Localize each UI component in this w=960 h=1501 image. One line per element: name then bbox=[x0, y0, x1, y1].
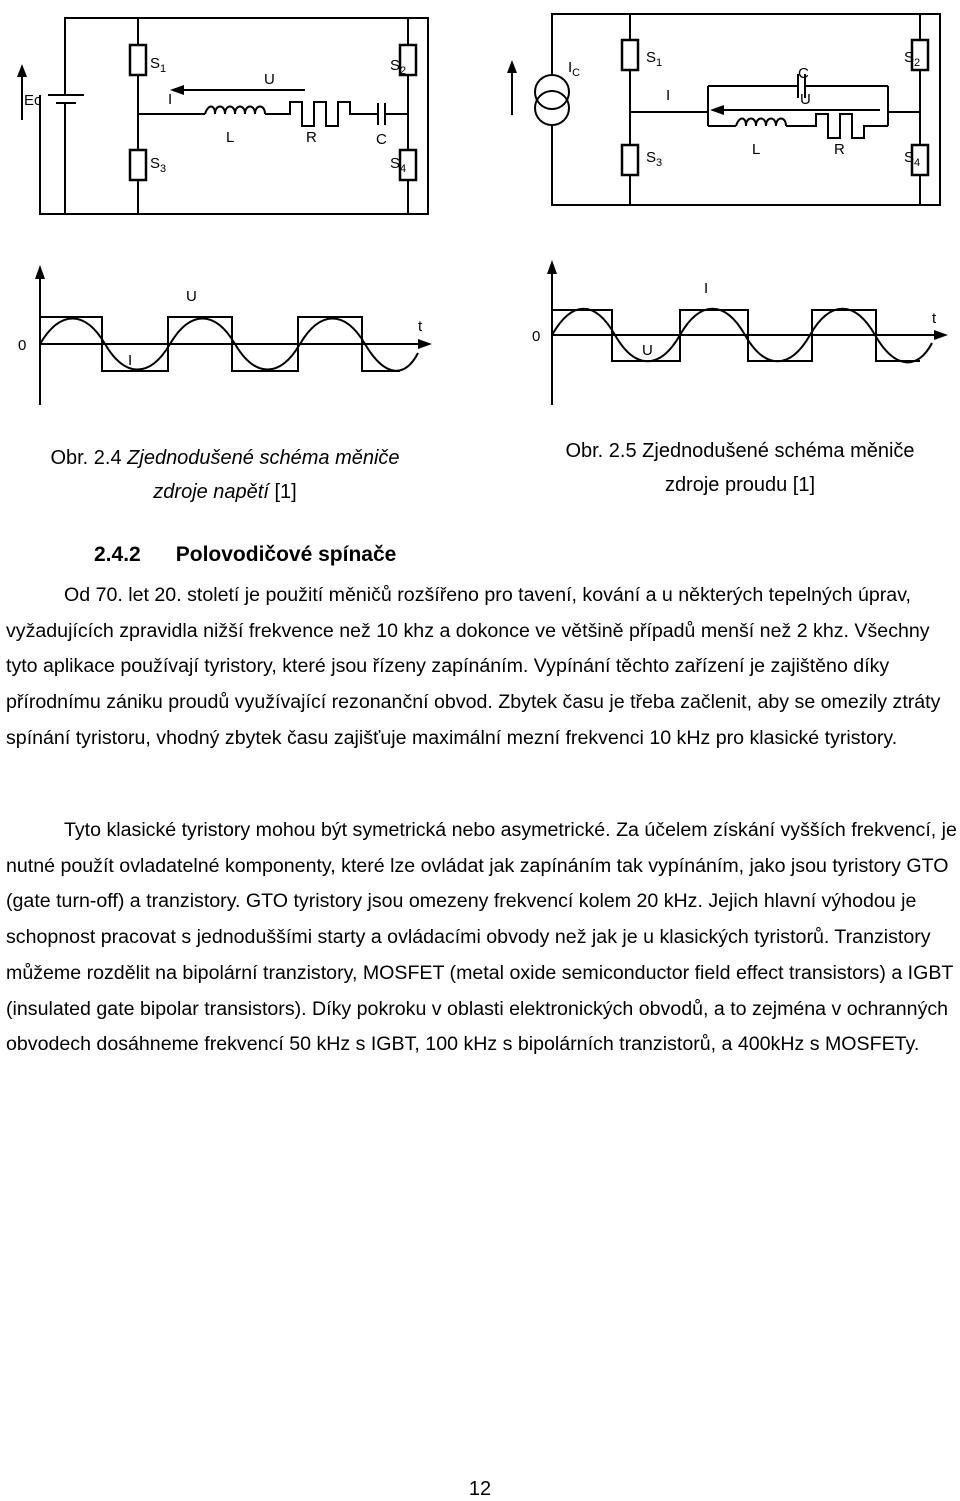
section-number: 2.4.2 bbox=[94, 543, 141, 566]
label-ic: $I_C$ bbox=[568, 59, 581, 79]
label-u: U bbox=[800, 91, 811, 108]
wave-label-i: I bbox=[704, 280, 709, 297]
page-number: 12 bbox=[468, 1478, 492, 1500]
label-l: L bbox=[752, 141, 761, 158]
label-ec: Ec bbox=[24, 92, 42, 109]
wave-label-u: U bbox=[186, 288, 197, 305]
caption-figure-2-5: Obr. 2.5 Zjednodušené schéma měniče zdroje proudu [1] bbox=[565, 440, 915, 496]
paragraph-2: Tyto klasické tyristory mohou být symetrická nebo asymetrické. Za účelem získání vyšších frekvencí, je nutné použít ovladatelné komponenty, které lze ovládat jak zapínáním tak vypínáním, jako jsou tyristory GTO (gate turn-off) a tranzistory. GTO tyristory jsou omezeny frekvencí kolem 20 kHz. Jejich hlavní výhodou je schopnost pracovat s jednoduššími starty a ovládacími obvody než jak je u klasických tyristorů. Tranzistory můžeme rozdělit na bipolární tranzistory, MOSFET (metal oxide semiconductor field effect transistors) a IGBT (insulated gate bipolar transistors). Díky pokroku v oblasti elektronických obvodů, a to zejména v ochranných obvodech dosáhneme frekvencí 50 kHz s IGBT, 100 kHz s bipolárních tranzistorů, a 400kHz s MOSFETy. bbox=[6, 819, 957, 1056]
wave-label-zero: 0 bbox=[532, 328, 541, 345]
label-s2: $S_2$ bbox=[904, 49, 921, 69]
label-s2: $S_2$ bbox=[390, 57, 407, 77]
label-r: R bbox=[306, 129, 317, 146]
section-title: Polovodičové spínače bbox=[175, 543, 397, 566]
figure-circuit-voltage-source bbox=[0, 0, 480, 230]
label-s3: $S_3$ bbox=[150, 155, 167, 175]
label-u: U bbox=[264, 71, 275, 88]
label-s1: $S_1$ bbox=[150, 55, 167, 75]
label-i: I bbox=[666, 87, 671, 104]
wave-label-u: U bbox=[642, 342, 653, 359]
paragraph-1: Od 70. let 20. století je použití měničů rozšířeno pro tavení, kování a u některých tepelných úprav, vyžadujících zpravidla nižší frekvence než 10 khz a dokonce ve většině případů menší než 2 khz. Všechny tyto aplikace používají tyristory, které jsou řízeny zapínáním. Vypínání těchto zařízení je zajištěno díky přírodnímu zániku proudů využívající rezonanční obvod. Zbytek času je třeba začlenit, aby se omezily ztráty spínání tyristoru, vhodný zbytek času zajišťuje maximální mezní frekvenci 10 kHz pro klasické tyristory. bbox=[6, 584, 941, 749]
label-c: C bbox=[798, 65, 809, 82]
figure-waveform-current-source bbox=[480, 255, 960, 415]
caption-figure-2-4: Obr. 2.4 Zjednodušené schéma měniče zdroje napětí [1] bbox=[50, 447, 400, 503]
figure-waveform-voltage-source bbox=[0, 255, 480, 415]
section-heading bbox=[94, 543, 396, 567]
label-s4: $S_4$ bbox=[904, 149, 921, 169]
label-s1: $S_1$ bbox=[646, 49, 663, 69]
label-r: R bbox=[834, 141, 845, 158]
label-l: L bbox=[226, 129, 235, 146]
label-i: I bbox=[168, 91, 173, 108]
label-c: C bbox=[376, 131, 387, 148]
label-s3: $S_3$ bbox=[646, 149, 663, 169]
figure-circuit-current-source bbox=[480, 0, 960, 230]
wave-label-t: t bbox=[418, 318, 423, 335]
wave-label-i: I bbox=[128, 352, 133, 369]
wave-label-zero: 0 bbox=[18, 337, 27, 354]
wave-label-t: t bbox=[932, 310, 937, 327]
label-s4: $S_4$ bbox=[390, 155, 407, 175]
